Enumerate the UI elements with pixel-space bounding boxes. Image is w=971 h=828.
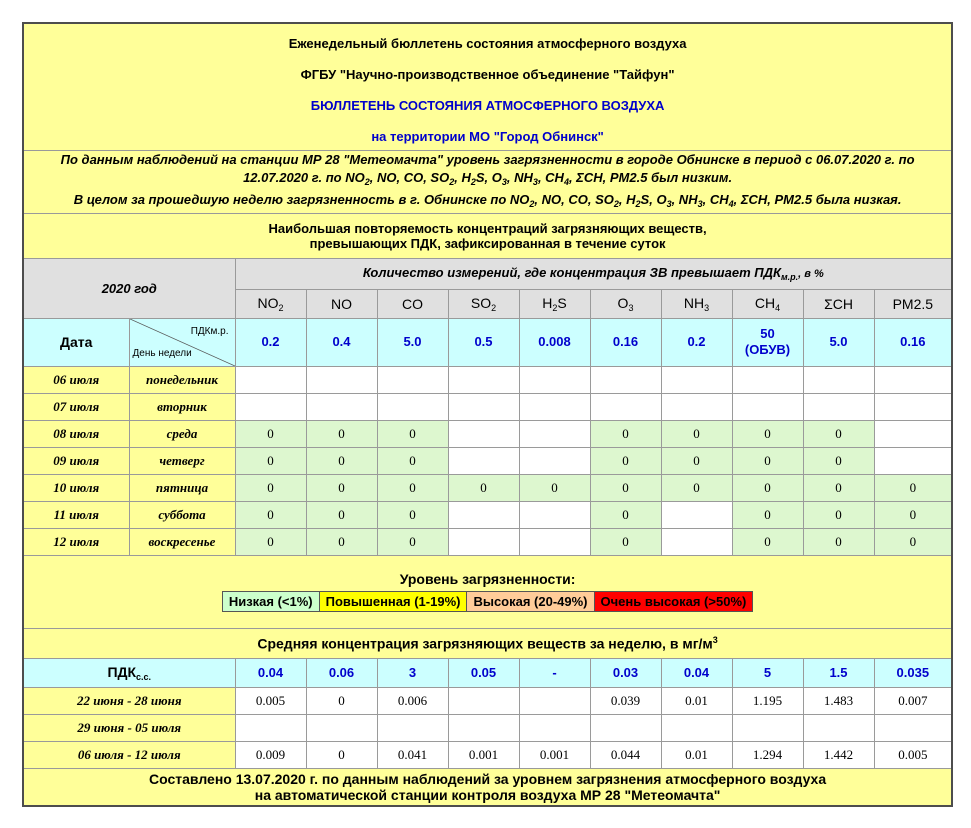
average-cell	[661, 714, 732, 741]
count-cell: 0	[235, 447, 306, 474]
count-cell: 0	[874, 528, 952, 555]
pdk-value: 0.4	[306, 318, 377, 366]
table-row	[23, 741, 952, 768]
legend-title: Уровень загрязненности:	[399, 571, 576, 587]
count-cell	[874, 393, 952, 420]
pdk-value: 0.2	[661, 318, 732, 366]
average-cell: 1.195	[732, 687, 803, 714]
count-cell: 0	[803, 420, 874, 447]
pdk-ss-value: 0.06	[306, 658, 377, 687]
average-cell: 0.01	[661, 741, 732, 768]
count-cell: 0	[732, 474, 803, 501]
average-cell	[519, 714, 590, 741]
pdk-ss-value: 5	[732, 658, 803, 687]
count-cell	[235, 393, 306, 420]
count-cell	[306, 393, 377, 420]
count-cell: 0	[732, 420, 803, 447]
count-cell: 0	[377, 528, 448, 555]
count-cell	[519, 447, 590, 474]
average-section-title: Средняя концентрация загрязняющих веществ за неделю, в $мг/м^3$	[23, 628, 952, 658]
pdk-ss-value: 3	[377, 658, 448, 687]
count-cell: 0	[590, 528, 661, 555]
count-cell: 0	[235, 420, 306, 447]
bulletin-subtitle: Еженедельный бюллетень состояния атмосферного воздуха	[288, 35, 687, 51]
pollutant-header: NO	[306, 289, 377, 318]
pdk-ss-value: 0.04	[235, 658, 306, 687]
date-cell: 09 июля	[23, 447, 129, 474]
average-cell	[306, 714, 377, 741]
pdk-ss-value: 1.5	[803, 658, 874, 687]
average-cell	[377, 714, 448, 741]
table-row	[23, 393, 952, 420]
count-cell	[519, 528, 590, 555]
count-cell	[661, 528, 732, 555]
pollutant-header: PM2.5	[874, 289, 952, 318]
count-cell: 0	[661, 474, 732, 501]
average-cell: 0.044	[590, 741, 661, 768]
count-cell	[448, 501, 519, 528]
daily-rows	[23, 366, 952, 555]
count-cell	[448, 393, 519, 420]
count-cell	[448, 528, 519, 555]
count-cell	[377, 393, 448, 420]
pollutant-header: $SO_2$	[448, 289, 519, 318]
average-cell	[874, 714, 952, 741]
pdk-value: 0.16	[590, 318, 661, 366]
count-cell	[306, 366, 377, 393]
count-cell	[377, 366, 448, 393]
count-cell: 0	[306, 420, 377, 447]
count-cell	[235, 366, 306, 393]
pollutant-header: $NO_2$	[235, 289, 306, 318]
count-cell: 0	[590, 420, 661, 447]
count-cell: 0	[732, 447, 803, 474]
count-cell	[519, 366, 590, 393]
count-cell: 0	[874, 501, 952, 528]
average-cell: 0.01	[661, 687, 732, 714]
legend-item: Очень высокая (>50%)	[594, 592, 753, 612]
pdk-value: 0.16	[874, 318, 952, 366]
count-cell: 0	[803, 501, 874, 528]
repeat-section-title: Наибольшая повторяемость концентраций загрязняющих веществ, превышающих ПДК, зафиксированная в течение суток	[23, 213, 952, 258]
period-cell: 22 июня - 28 июня	[23, 687, 235, 714]
pollutant-header: CO	[377, 289, 448, 318]
weekday-cell: вторник	[129, 393, 235, 420]
pdk-value: 5.0	[377, 318, 448, 366]
legend	[222, 591, 754, 612]
weekday-cell: суббота	[129, 501, 235, 528]
average-cell	[235, 714, 306, 741]
average-cell	[448, 714, 519, 741]
page-title: БЮЛЛЕТЕНЬ СОСТОЯНИЯ АТМОСФЕРНОГО ВОЗДУХА	[310, 97, 665, 113]
count-cell	[874, 366, 952, 393]
count-cell: 0	[377, 447, 448, 474]
count-cell: 0	[590, 501, 661, 528]
bulletin-header	[23, 23, 952, 150]
count-cell: 0	[306, 501, 377, 528]
average-cell	[732, 714, 803, 741]
territory-label: на территории МО "Город Обнинск"	[371, 128, 604, 144]
legend-item: Высокая (20-49%)	[467, 592, 594, 612]
pollutant-header: $NH_3$	[661, 289, 732, 318]
average-cell: 0.039	[590, 687, 661, 714]
count-cell	[803, 393, 874, 420]
summary-paragraph-2: В целом за прошедшую неделю загрязненность в г. Обнинске по $NO_2$, NO, CO, $SO_2$, $H_2S$, $O_3$, $NH_3$, $CH_4$, ΣCH, PM2.5 была низкая.	[73, 191, 902, 209]
pdk-ss-row	[23, 658, 952, 687]
date-cell: 12 июля	[23, 528, 129, 555]
count-cell: 0	[803, 528, 874, 555]
average-cell: 1.483	[803, 687, 874, 714]
pdk-ss-value: 0.05	[448, 658, 519, 687]
pollutant-header: $H_2S$	[519, 289, 590, 318]
count-cell	[874, 420, 952, 447]
pdk-ss-label: $ПДК_{с.с.}$	[23, 658, 235, 687]
count-cell	[661, 393, 732, 420]
count-title: Количество измерений, где концентрация ЗВ превышает $ПДК_{м.р.}$, в %	[235, 258, 952, 289]
pdk-ss-value: 0.035	[874, 658, 952, 687]
summary-text	[23, 150, 952, 213]
weekday-cell: пятница	[129, 474, 235, 501]
count-cell	[661, 501, 732, 528]
average-cell: 0.009	[235, 741, 306, 768]
count-cell: 0	[448, 474, 519, 501]
legend-item: Низкая (<1%)	[222, 592, 319, 612]
pdk-value: 0.2	[235, 318, 306, 366]
date-header: Дата	[23, 318, 129, 366]
count-cell: 0	[803, 447, 874, 474]
count-cell	[519, 420, 590, 447]
pdk-label: ПДКм.р.	[190, 325, 229, 337]
table-row	[23, 366, 952, 393]
footer-line-1: Составлено 13.07.2020 г. по данным наблюдений за уровнем загрязнения атмосферного воздуха	[149, 770, 827, 787]
average-cell: 0.006	[377, 687, 448, 714]
bulletin-table	[22, 22, 953, 807]
date-cell: 11 июля	[23, 501, 129, 528]
period-cell: 06 июля - 12 июля	[23, 741, 235, 768]
average-cell: 0.007	[874, 687, 952, 714]
average-cell: 0.005	[235, 687, 306, 714]
average-rows	[23, 687, 952, 768]
count-cell	[590, 366, 661, 393]
count-cell	[661, 366, 732, 393]
organization-name: ФГБУ "Научно-производственное объединение "Тайфун"	[300, 66, 675, 82]
date-cell: 08 июля	[23, 420, 129, 447]
date-cell: 06 июля	[23, 366, 129, 393]
count-cell: 0	[306, 474, 377, 501]
weekday-cell: понедельник	[129, 366, 235, 393]
date-cell: 10 июля	[23, 474, 129, 501]
count-cell: 0	[235, 501, 306, 528]
table-row	[23, 420, 952, 447]
count-cell: 0	[519, 474, 590, 501]
table-row	[23, 474, 952, 501]
count-cell: 0	[732, 501, 803, 528]
summary-paragraph-1: По данным наблюдений на станции МР 28 "Метеомачта" уровень загрязненности в городе Обнинске в период с 06.07.2020 г. по 12.07.2020 г. по $NO_2$, NO, CO, $SO_2$, $H_2S$, $O_3$, $NH_3$, $CH_4$, ΣCH, PM2.5 был низким.	[60, 151, 915, 187]
weekday-cell: воскресенье	[129, 528, 235, 555]
count-cell	[732, 366, 803, 393]
average-cell: 1.294	[732, 741, 803, 768]
average-cell	[590, 714, 661, 741]
count-cell: 0	[306, 447, 377, 474]
table-row	[23, 501, 952, 528]
weekday-label: День недели	[132, 347, 192, 359]
weekday-cell: четверг	[129, 447, 235, 474]
count-cell: 0	[306, 528, 377, 555]
count-cell	[874, 447, 952, 474]
average-cell: 0	[306, 741, 377, 768]
count-cell	[590, 393, 661, 420]
average-cell: 0.001	[448, 741, 519, 768]
average-cell	[803, 714, 874, 741]
average-cell: 0.001	[519, 741, 590, 768]
pdk-weekday-header	[129, 318, 235, 366]
count-cell: 0	[235, 474, 306, 501]
footer-line-2: на автоматической станции контроля воздуха МР 28 "Метеомачта"	[254, 786, 721, 803]
count-cell	[448, 366, 519, 393]
pdk-value: 50 (ОБУВ)	[732, 318, 803, 366]
pollutant-header: $CH_4$	[732, 289, 803, 318]
table-row	[23, 687, 952, 714]
average-cell: 1.442	[803, 741, 874, 768]
average-cell: 0.041	[377, 741, 448, 768]
count-cell: 0	[590, 447, 661, 474]
count-cell: 0	[377, 474, 448, 501]
table-row	[23, 528, 952, 555]
period-cell: 29 июня - 05 июля	[23, 714, 235, 741]
count-cell	[519, 501, 590, 528]
date-cell: 07 июля	[23, 393, 129, 420]
table-row	[23, 447, 952, 474]
average-cell: 0	[306, 687, 377, 714]
count-cell	[803, 366, 874, 393]
count-cell: 0	[377, 501, 448, 528]
count-cell: 0	[874, 474, 952, 501]
footer	[23, 768, 952, 806]
count-cell: 0	[803, 474, 874, 501]
count-cell: 0	[661, 420, 732, 447]
legend-section	[23, 555, 952, 628]
average-cell	[448, 687, 519, 714]
pdk-value: 0.5	[448, 318, 519, 366]
pdk-value: 5.0	[803, 318, 874, 366]
legend-item: Повышенная (1-19%)	[319, 592, 467, 612]
count-cell: 0	[377, 420, 448, 447]
pollutant-header: $O_3$	[590, 289, 661, 318]
year-label: 2020 год	[23, 258, 235, 318]
count-cell: 0	[590, 474, 661, 501]
count-cell	[732, 393, 803, 420]
pdk-row	[23, 318, 952, 366]
count-cell	[448, 420, 519, 447]
pollutant-header: ΣCH	[803, 289, 874, 318]
weekday-cell: среда	[129, 420, 235, 447]
average-cell: 0.005	[874, 741, 952, 768]
pdk-ss-value: 0.04	[661, 658, 732, 687]
pdk-value: 0.008	[519, 318, 590, 366]
average-cell	[519, 687, 590, 714]
count-cell: 0	[661, 447, 732, 474]
count-cell: 0	[732, 528, 803, 555]
pdk-ss-value: 0.03	[590, 658, 661, 687]
count-cell: 0	[235, 528, 306, 555]
pdk-ss-value: -	[519, 658, 590, 687]
count-cell	[448, 447, 519, 474]
count-cell	[519, 393, 590, 420]
table-row	[23, 714, 952, 741]
